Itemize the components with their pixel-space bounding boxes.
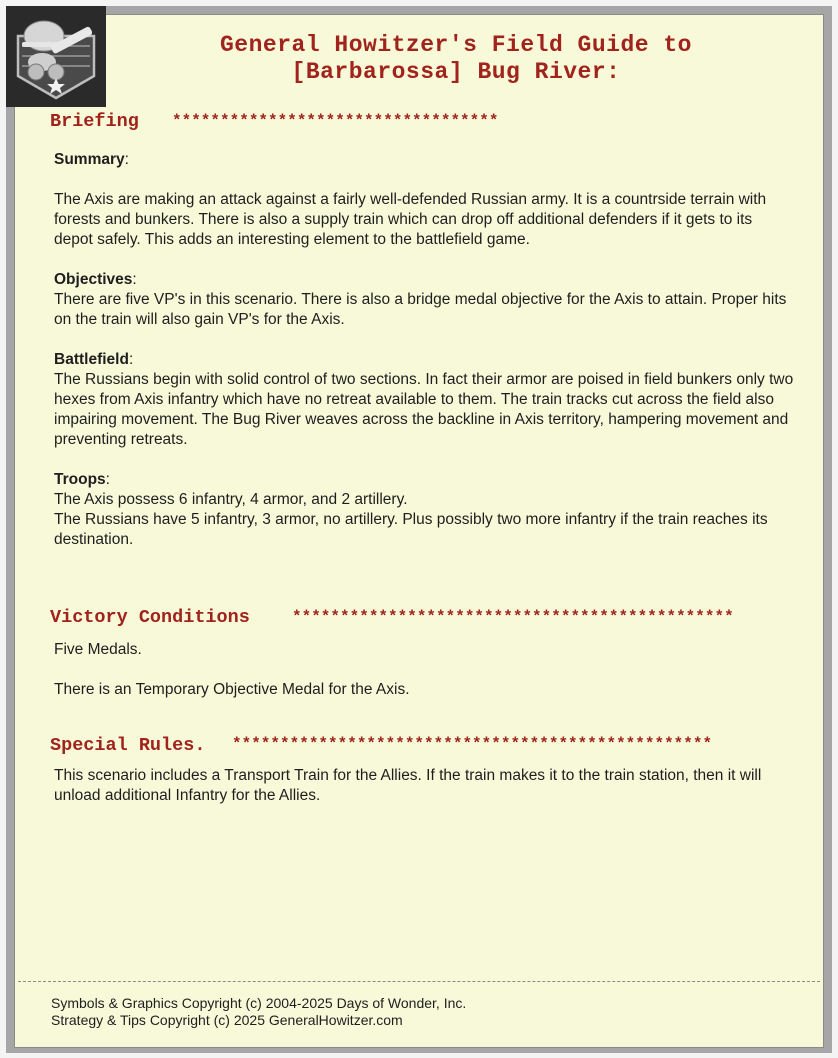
footer-copyright-line-2: Strategy & Tips Copyright (c) 2025 GeneralHowitzer.com (51, 1012, 403, 1028)
title-line-2: [Barbarossa] Bug River: (291, 59, 621, 85)
title-line-1: General Howitzer's Field Guide to (220, 32, 692, 58)
objectives-label: Objectives (54, 271, 133, 288)
objectives-text: There are five VP's in this scenario. There is also a bridge medal objective for the Axis to attain. Proper hits on the train will also gain VP's for the Axis. (54, 291, 787, 328)
victory-stars: ********************************************** (292, 608, 734, 626)
troops-russian-text: The Russians have 5 infantry, 3 armor, no artillery. Plus possibly two more infantry if the train reaches its destination. (54, 511, 768, 548)
special-rules-body (54, 766, 794, 806)
page-title (106, 32, 806, 86)
victory-heading: Victory Conditions (50, 607, 250, 628)
briefing-stars: ********************************** (172, 112, 499, 130)
footer-divider (18, 981, 820, 982)
summary-text: The Axis are making an attack against a fairly well-defended Russian army. It is a countrside terrain with forests and bunkers. There is also a supply train which can drop off additional defenders if it gets to its depot safely. This adds an interesting element to the battlefield game. (54, 191, 767, 248)
briefing-heading: Briefing (50, 111, 139, 132)
special-rules-text: This scenario includes a Transport Train for the Allies. If the train makes it to the train station, then it will unload additional Infantry for the Allies. (54, 767, 762, 804)
troops-axis-text: The Axis possess 6 infantry, 4 armor, and 2 artillery. (54, 491, 408, 508)
special-rules-heading: Special Rules. (50, 735, 206, 756)
briefing-body: Summary: The Axis are making an attack against a fairly well-defended Russian army. It is a countrside terrain with forests and bunkers. There is also a supply train which can drop off additional defenders if it gets to its depot safely. This adds an interesting element to the battlefield game. Objectives: There are five VP's in this scenario. There is also a bridge medal objective for the Axis to attain. Proper hits on the train will also gain VP's for the Axis. Battlefield: The Russians begin with solid control of two sections. In fact their armor are poised in field bunkers only two hexes from Axis infantry which have no retreat available to them. The train tracks cut across the field also impairing movement. The Bug River weaves across the backline in Axis territory, hampering movement and preventing retreats. Troops: The Axis possess 6 infantry, 4 armor, and 2 artillery. The Russians have 5 infantry, 3 armor, no artillery. Plus possibly two more infantry if the train reaches its destination. (54, 151, 794, 548)
footer (51, 995, 466, 1029)
troops-label: Troops (54, 471, 106, 488)
summary-label: Summary (54, 151, 125, 168)
victory-line-1: Five Medals. (54, 641, 142, 658)
general-howitzer-logo-icon (6, 6, 106, 107)
victory-body (54, 640, 794, 700)
special-rules-stars: ************************************************** (232, 735, 713, 753)
victory-line-2: There is an Temporary Objective Medal for the Axis. (54, 681, 410, 698)
battlefield-label: Battlefield (54, 351, 129, 368)
battlefield-text: The Russians begin with solid control of two sections. In fact their armor are poised in field bunkers only two hexes from Axis infantry which have no retreat available to them. The train tracks cut across the field also impairing movement. The Bug River weaves across the backline in Axis territory, hampering movement and preventing retreats. (54, 371, 794, 448)
footer-copyright-line-1: Symbols & Graphics Copyright (c) 2004-2025 Days of Wonder, Inc. (51, 995, 467, 1011)
